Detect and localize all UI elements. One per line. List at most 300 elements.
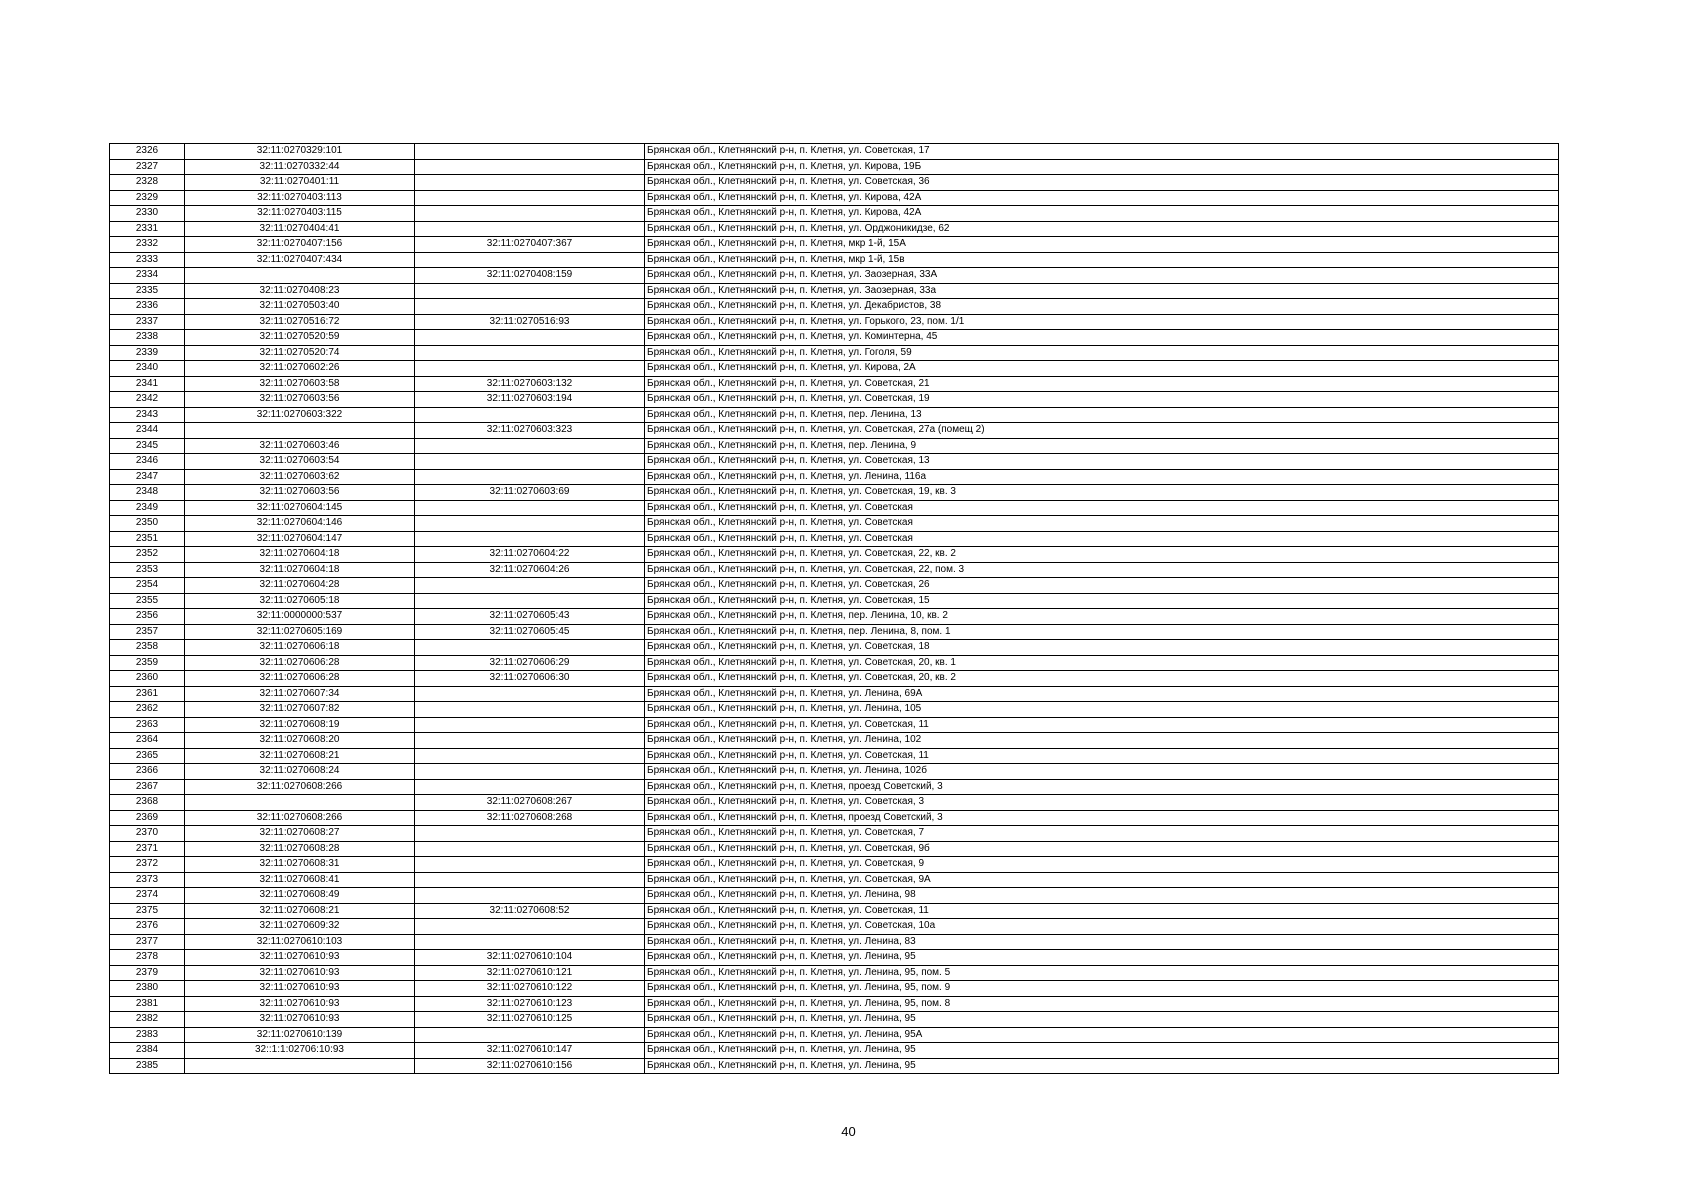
related-cadastral-number-cell: [415, 702, 645, 718]
table-row: [110, 562, 1559, 578]
related-cadastral-number-cell: [415, 764, 645, 780]
row-number-cell: 2335: [110, 283, 185, 299]
related-cadastral-number-cell: 32:11:0270605:43: [415, 609, 645, 625]
table-row: [110, 299, 1559, 315]
table-row: [110, 392, 1559, 408]
related-cadastral-number-cell: [415, 345, 645, 361]
row-number-cell: 2362: [110, 702, 185, 718]
row-number-cell: 2363: [110, 717, 185, 733]
address-cell: Брянская обл., Клетнянский р-н, п. Клетня, ул. Советская, 19, кв. 3: [645, 485, 1559, 501]
cadastral-number-cell: 32:11:0270332:44: [185, 159, 415, 175]
cadastral-number-cell: [185, 268, 415, 284]
row-number-cell: 2371: [110, 841, 185, 857]
table-row: [110, 1012, 1559, 1028]
table-row: [110, 872, 1559, 888]
address-cell: Брянская обл., Клетнянский р-н, п. Клетня, ул. Ленина, 102б: [645, 764, 1559, 780]
table-row: [110, 686, 1559, 702]
address-cell: Брянская обл., Клетнянский р-н, п. Клетня, ул. Ленина, 95: [645, 950, 1559, 966]
row-number-cell: 2326: [110, 144, 185, 160]
table-row: [110, 1027, 1559, 1043]
cadastral-number-cell: 32:11:0270604:18: [185, 562, 415, 578]
table-row: [110, 361, 1559, 377]
row-number-cell: 2376: [110, 919, 185, 935]
cadastral-number-cell: 32:11:0270603:322: [185, 407, 415, 423]
row-number-cell: 2345: [110, 438, 185, 454]
related-cadastral-number-cell: [415, 175, 645, 191]
row-number-cell: 2342: [110, 392, 185, 408]
cadastral-number-cell: 32:11:0270603:46: [185, 438, 415, 454]
row-number-cell: 2378: [110, 950, 185, 966]
address-cell: Брянская обл., Клетнянский р-н, п. Клетня, ул. Ленина, 95: [645, 1012, 1559, 1028]
address-cell: Брянская обл., Клетнянский р-н, п. Клетня, ул. Декабристов, 38: [645, 299, 1559, 315]
address-cell: Брянская обл., Клетнянский р-н, п. Клетня, ул. Советская: [645, 500, 1559, 516]
table-row: [110, 221, 1559, 237]
address-cell: Брянская обл., Клетнянский р-н, п. Клетня, ул. Гоголя, 59: [645, 345, 1559, 361]
row-number-cell: 2349: [110, 500, 185, 516]
row-number-cell: 2360: [110, 671, 185, 687]
related-cadastral-number-cell: [415, 919, 645, 935]
cadastral-number-cell: 32:11:0270606:18: [185, 640, 415, 656]
row-number-cell: 2381: [110, 996, 185, 1012]
table-row: [110, 268, 1559, 284]
address-cell: Брянская обл., Клетнянский р-н, п. Клетня, ул. Советская, 9А: [645, 872, 1559, 888]
row-number-cell: 2377: [110, 934, 185, 950]
related-cadastral-number-cell: [415, 438, 645, 454]
row-number-cell: 2348: [110, 485, 185, 501]
table-row: [110, 593, 1559, 609]
related-cadastral-number-cell: [415, 686, 645, 702]
cadastral-number-cell: 32:11:0270603:58: [185, 376, 415, 392]
table-row: [110, 578, 1559, 594]
row-number-cell: 2367: [110, 779, 185, 795]
cadastral-number-cell: [185, 423, 415, 439]
row-number-cell: 2384: [110, 1043, 185, 1059]
property-table: [109, 143, 1559, 1074]
address-cell: Брянская обл., Клетнянский р-н, п. Клетня, ул. Ленина, 105: [645, 702, 1559, 718]
cadastral-number-cell: 32:11:0270606:28: [185, 655, 415, 671]
table-row: [110, 407, 1559, 423]
address-cell: Брянская обл., Клетнянский р-н, п. Клетня, проезд Советский, 3: [645, 810, 1559, 826]
row-number-cell: 2329: [110, 190, 185, 206]
table-row: [110, 919, 1559, 935]
row-number-cell: 2340: [110, 361, 185, 377]
table-row: [110, 190, 1559, 206]
address-cell: Брянская обл., Клетнянский р-н, п. Клетня, ул. Ленина, 69А: [645, 686, 1559, 702]
address-cell: Брянская обл., Клетнянский р-н, п. Клетня, ул. Орджоникидзе, 62: [645, 221, 1559, 237]
row-number-cell: 2353: [110, 562, 185, 578]
cadastral-number-cell: 32:11:0270603:62: [185, 469, 415, 485]
cadastral-number-cell: 32:11:0270520:59: [185, 330, 415, 346]
table-row: [110, 981, 1559, 997]
row-number-cell: 2341: [110, 376, 185, 392]
address-cell: Брянская обл., Клетнянский р-н, п. Клетня, пер. Ленина, 8, пом. 1: [645, 624, 1559, 640]
related-cadastral-number-cell: 32:11:0270610:147: [415, 1043, 645, 1059]
cadastral-number-cell: [185, 795, 415, 811]
cadastral-number-cell: 32:11:0270605:18: [185, 593, 415, 609]
address-cell: Брянская обл., Клетнянский р-н, п. Клетня, ул. Кирова, 42А: [645, 206, 1559, 222]
row-number-cell: 2336: [110, 299, 185, 315]
cadastral-number-cell: 32:11:0270602:26: [185, 361, 415, 377]
address-cell: Брянская обл., Клетнянский р-н, п. Клетня, ул. Советская, 11: [645, 903, 1559, 919]
cadastral-number-cell: 32:11:0270608:21: [185, 748, 415, 764]
related-cadastral-number-cell: 32:11:0270605:45: [415, 624, 645, 640]
related-cadastral-number-cell: 32:11:0270610:156: [415, 1058, 645, 1074]
table-row: [110, 671, 1559, 687]
table-row: [110, 702, 1559, 718]
related-cadastral-number-cell: [415, 748, 645, 764]
related-cadastral-number-cell: [415, 454, 645, 470]
related-cadastral-number-cell: 32:11:0270608:267: [415, 795, 645, 811]
related-cadastral-number-cell: [415, 330, 645, 346]
related-cadastral-number-cell: 32:11:0270610:104: [415, 950, 645, 966]
cadastral-number-cell: 32:11:0270607:34: [185, 686, 415, 702]
address-cell: Брянская обл., Клетнянский р-н, п. Клетня, ул. Заозерная, 33А: [645, 268, 1559, 284]
table-row: [110, 996, 1559, 1012]
cadastral-number-cell: 32:11:0270408:23: [185, 283, 415, 299]
address-cell: Брянская обл., Клетнянский р-н, п. Клетня, ул. Советская, 7: [645, 826, 1559, 842]
related-cadastral-number-cell: [415, 531, 645, 547]
cadastral-number-cell: 32:11:0270607:82: [185, 702, 415, 718]
cadastral-number-cell: 32:11:0270520:74: [185, 345, 415, 361]
related-cadastral-number-cell: [415, 516, 645, 532]
table-row: [110, 144, 1559, 160]
row-number-cell: 2359: [110, 655, 185, 671]
address-cell: Брянская обл., Клетнянский р-н, п. Клетня, пер. Ленина, 13: [645, 407, 1559, 423]
table-row: [110, 500, 1559, 516]
address-cell: Брянская обл., Клетнянский р-н, п. Клетня, ул. Коминтерна, 45: [645, 330, 1559, 346]
row-number-cell: 2347: [110, 469, 185, 485]
related-cadastral-number-cell: 32:11:0270516:93: [415, 314, 645, 330]
related-cadastral-number-cell: [415, 361, 645, 377]
table-row: [110, 438, 1559, 454]
address-cell: Брянская обл., Клетнянский р-н, п. Клетня, пер. Ленина, 9: [645, 438, 1559, 454]
related-cadastral-number-cell: [415, 206, 645, 222]
related-cadastral-number-cell: 32:11:0270603:194: [415, 392, 645, 408]
related-cadastral-number-cell: [415, 1027, 645, 1043]
address-cell: Брянская обл., Клетнянский р-н, п. Клетня, ул. Советская, 11: [645, 717, 1559, 733]
table-body: [110, 144, 1559, 1074]
cadastral-number-cell: 32:11:0270608:24: [185, 764, 415, 780]
cadastral-number-cell: 32:11:0270404:41: [185, 221, 415, 237]
related-cadastral-number-cell: [415, 593, 645, 609]
address-cell: Брянская обл., Клетнянский р-н, п. Клетня, ул. Советская, 21: [645, 376, 1559, 392]
cadastral-number-cell: 32:11:0270407:434: [185, 252, 415, 268]
table-row: [110, 531, 1559, 547]
cadastral-number-cell: 32:11:0270603:56: [185, 392, 415, 408]
address-cell: Брянская обл., Клетнянский р-н, п. Клетня, ул. Советская: [645, 531, 1559, 547]
row-number-cell: 2332: [110, 237, 185, 253]
table-row: [110, 903, 1559, 919]
related-cadastral-number-cell: [415, 779, 645, 795]
row-number-cell: 2356: [110, 609, 185, 625]
cadastral-number-cell: 32:11:0270610:93: [185, 1012, 415, 1028]
row-number-cell: 2375: [110, 903, 185, 919]
row-number-cell: 2328: [110, 175, 185, 191]
cadastral-number-cell: 32:11:0000000:537: [185, 609, 415, 625]
table-row: [110, 640, 1559, 656]
table-row: [110, 314, 1559, 330]
related-cadastral-number-cell: [415, 221, 645, 237]
address-cell: Брянская обл., Клетнянский р-н, п. Клетня, ул. Советская, 9: [645, 857, 1559, 873]
cadastral-number-cell: 32:11:0270604:28: [185, 578, 415, 594]
row-number-cell: 2372: [110, 857, 185, 873]
row-number-cell: 2364: [110, 733, 185, 749]
address-cell: Брянская обл., Клетнянский р-н, п. Клетня, ул. Советская, 15: [645, 593, 1559, 609]
related-cadastral-number-cell: [415, 733, 645, 749]
row-number-cell: 2369: [110, 810, 185, 826]
cadastral-number-cell: 32:11:0270608:49: [185, 888, 415, 904]
row-number-cell: 2352: [110, 547, 185, 563]
row-number-cell: 2380: [110, 981, 185, 997]
related-cadastral-number-cell: 32:11:0270610:121: [415, 965, 645, 981]
address-cell: Брянская обл., Клетнянский р-н, п. Клетня, ул. Ленина, 95, пом. 9: [645, 981, 1559, 997]
table-row: [110, 764, 1559, 780]
cadastral-number-cell: 32:11:0270610:93: [185, 996, 415, 1012]
table-row: [110, 283, 1559, 299]
table-row: [110, 655, 1559, 671]
related-cadastral-number-cell: [415, 841, 645, 857]
related-cadastral-number-cell: [415, 283, 645, 299]
cadastral-number-cell: 32:11:0270604:18: [185, 547, 415, 563]
address-cell: Брянская обл., Клетнянский р-н, п. Клетня, ул. Ленина, 95: [645, 1058, 1559, 1074]
address-cell: Брянская обл., Клетнянский р-н, п. Клетня, ул. Кирова, 2А: [645, 361, 1559, 377]
address-cell: Брянская обл., Клетнянский р-н, п. Клетня, ул. Ленина, 95, пом. 5: [645, 965, 1559, 981]
table-row: [110, 748, 1559, 764]
address-cell: Брянская обл., Клетнянский р-н, п. Клетня, ул. Горького, 23, пом. 1/1: [645, 314, 1559, 330]
table-row: [110, 733, 1559, 749]
cadastral-number-cell: 32:11:0270608:266: [185, 779, 415, 795]
row-number-cell: 2334: [110, 268, 185, 284]
table-row: [110, 1058, 1559, 1074]
cadastral-number-cell: 32:11:0270516:72: [185, 314, 415, 330]
cadastral-number-cell: 32:11:0270603:54: [185, 454, 415, 470]
related-cadastral-number-cell: 32:11:0270608:52: [415, 903, 645, 919]
row-number-cell: 2351: [110, 531, 185, 547]
cadastral-number-cell: 32:11:0270608:31: [185, 857, 415, 873]
table-row: [110, 934, 1559, 950]
address-cell: Брянская обл., Клетнянский р-н, п. Клетня, ул. Советская, 36: [645, 175, 1559, 191]
row-number-cell: 2365: [110, 748, 185, 764]
cadastral-number-cell: 32:11:0270609:32: [185, 919, 415, 935]
related-cadastral-number-cell: 32:11:0270604:22: [415, 547, 645, 563]
row-number-cell: 2373: [110, 872, 185, 888]
table-row: [110, 454, 1559, 470]
table-row: [110, 965, 1559, 981]
address-cell: Брянская обл., Клетнянский р-н, п. Клетня, проезд Советский, 3: [645, 779, 1559, 795]
cadastral-number-cell: 32:11:0270407:156: [185, 237, 415, 253]
table-row: [110, 857, 1559, 873]
cadastral-number-cell: [185, 1058, 415, 1074]
row-number-cell: 2355: [110, 593, 185, 609]
related-cadastral-number-cell: 32:11:0270604:26: [415, 562, 645, 578]
related-cadastral-number-cell: [415, 934, 645, 950]
address-cell: Брянская обл., Клетнянский р-н, п. Клетня, ул. Ленина, 83: [645, 934, 1559, 950]
related-cadastral-number-cell: 32:11:0270610:122: [415, 981, 645, 997]
related-cadastral-number-cell: [415, 857, 645, 873]
address-cell: Брянская обл., Клетнянский р-н, п. Клетня, ул. Советская, 27а (помещ 2): [645, 423, 1559, 439]
row-number-cell: 2331: [110, 221, 185, 237]
related-cadastral-number-cell: [415, 578, 645, 594]
address-cell: Брянская обл., Клетнянский р-н, п. Клетня, ул. Ленина, 95А: [645, 1027, 1559, 1043]
row-number-cell: 2382: [110, 1012, 185, 1028]
cadastral-number-cell: 32:11:0270610:139: [185, 1027, 415, 1043]
row-number-cell: 2350: [110, 516, 185, 532]
row-number-cell: 2354: [110, 578, 185, 594]
related-cadastral-number-cell: 32:11:0270608:268: [415, 810, 645, 826]
address-cell: Брянская обл., Клетнянский р-н, п. Клетня, ул. Советская, 9б: [645, 841, 1559, 857]
address-cell: Брянская обл., Клетнянский р-н, п. Клетня, мкр 1-й, 15А: [645, 237, 1559, 253]
table-row: [110, 423, 1559, 439]
related-cadastral-number-cell: 32:11:0270606:30: [415, 671, 645, 687]
address-cell: Брянская обл., Клетнянский р-н, п. Клетня, ул. Советская, 10а: [645, 919, 1559, 935]
table-row: [110, 175, 1559, 191]
address-cell: Брянская обл., Клетнянский р-н, п. Клетня, ул. Советская, 22, кв. 2: [645, 547, 1559, 563]
related-cadastral-number-cell: 32:11:0270606:29: [415, 655, 645, 671]
table-row: [110, 547, 1559, 563]
row-number-cell: 2368: [110, 795, 185, 811]
cadastral-number-cell: 32:11:0270604:147: [185, 531, 415, 547]
cadastral-number-cell: 32:11:0270605:169: [185, 624, 415, 640]
table-row: [110, 376, 1559, 392]
table-row: [110, 888, 1559, 904]
address-cell: Брянская обл., Клетнянский р-н, п. Клетня, ул. Ленина, 98: [645, 888, 1559, 904]
cadastral-number-cell: 32:11:0270608:28: [185, 841, 415, 857]
cadastral-number-cell: 32:11:0270610:93: [185, 950, 415, 966]
cadastral-number-cell: 32:11:0270603:56: [185, 485, 415, 501]
table-row: [110, 330, 1559, 346]
cadastral-number-cell: 32:11:0270610:103: [185, 934, 415, 950]
address-cell: Брянская обл., Клетнянский р-н, п. Клетня, ул. Ленина, 95, пом. 8: [645, 996, 1559, 1012]
cadastral-number-cell: 32:11:0270608:20: [185, 733, 415, 749]
cadastral-number-cell: 32:11:0270401:11: [185, 175, 415, 191]
table-row: [110, 609, 1559, 625]
address-cell: Брянская обл., Клетнянский р-н, п. Клетня, ул. Кирова, 42А: [645, 190, 1559, 206]
related-cadastral-number-cell: 32:11:0270603:323: [415, 423, 645, 439]
address-cell: Брянская обл., Клетнянский р-н, п. Клетня, ул. Советская: [645, 516, 1559, 532]
related-cadastral-number-cell: 32:11:0270407:367: [415, 237, 645, 253]
row-number-cell: 2339: [110, 345, 185, 361]
row-number-cell: 2333: [110, 252, 185, 268]
cadastral-number-cell: 32:11:0270403:113: [185, 190, 415, 206]
related-cadastral-number-cell: [415, 190, 645, 206]
cadastral-number-cell: 32:11:0270610:93: [185, 965, 415, 981]
table-row: [110, 717, 1559, 733]
row-number-cell: 2385: [110, 1058, 185, 1074]
table-row: [110, 950, 1559, 966]
related-cadastral-number-cell: [415, 144, 645, 160]
page-number: 40: [841, 1124, 856, 1139]
address-cell: Брянская обл., Клетнянский р-н, п. Клетня, ул. Ленина, 102: [645, 733, 1559, 749]
cadastral-number-cell: 32:11:0270503:40: [185, 299, 415, 315]
cadastral-number-cell: 32:11:0270608:41: [185, 872, 415, 888]
address-cell: Брянская обл., Клетнянский р-н, п. Клетня, ул. Советская, 20, кв. 1: [645, 655, 1559, 671]
address-cell: Брянская обл., Клетнянский р-н, п. Клетня, мкр 1-й, 15в: [645, 252, 1559, 268]
related-cadastral-number-cell: [415, 640, 645, 656]
table-row: [110, 795, 1559, 811]
related-cadastral-number-cell: [415, 500, 645, 516]
table-row: [110, 810, 1559, 826]
related-cadastral-number-cell: [415, 469, 645, 485]
cadastral-number-cell: 32::1:1:02706:10:93: [185, 1043, 415, 1059]
cadastral-number-cell: 32:11:0270329:101: [185, 144, 415, 160]
table-row: [110, 345, 1559, 361]
cadastral-number-cell: 32:11:0270608:266: [185, 810, 415, 826]
related-cadastral-number-cell: 32:11:0270603:132: [415, 376, 645, 392]
table-row: [110, 159, 1559, 175]
address-cell: Брянская обл., Клетнянский р-н, п. Клетня, ул. Советская, 26: [645, 578, 1559, 594]
row-number-cell: 2361: [110, 686, 185, 702]
address-cell: Брянская обл., Клетнянский р-н, п. Клетня, ул. Советская, 17: [645, 144, 1559, 160]
row-number-cell: 2358: [110, 640, 185, 656]
cadastral-number-cell: 32:11:0270608:27: [185, 826, 415, 842]
row-number-cell: 2346: [110, 454, 185, 470]
address-cell: Брянская обл., Клетнянский р-н, п. Клетня, ул. Заозерная, 33а: [645, 283, 1559, 299]
table-row: [110, 779, 1559, 795]
row-number-cell: 2343: [110, 407, 185, 423]
related-cadastral-number-cell: 32:11:0270408:159: [415, 268, 645, 284]
related-cadastral-number-cell: 32:11:0270603:69: [415, 485, 645, 501]
cadastral-number-cell: 32:11:0270606:28: [185, 671, 415, 687]
row-number-cell: 2344: [110, 423, 185, 439]
table-row: [110, 252, 1559, 268]
row-number-cell: 2338: [110, 330, 185, 346]
related-cadastral-number-cell: [415, 407, 645, 423]
related-cadastral-number-cell: [415, 888, 645, 904]
cadastral-number-cell: 32:11:0270604:146: [185, 516, 415, 532]
row-number-cell: 2337: [110, 314, 185, 330]
table-row: [110, 485, 1559, 501]
cadastral-number-cell: 32:11:0270604:145: [185, 500, 415, 516]
cadastral-number-cell: 32:11:0270403:115: [185, 206, 415, 222]
related-cadastral-number-cell: [415, 872, 645, 888]
address-cell: Брянская обл., Клетнянский р-н, п. Клетня, ул. Советская, 19: [645, 392, 1559, 408]
address-cell: Брянская обл., Клетнянский р-н, п. Клетня, ул. Советская, 20, кв. 2: [645, 671, 1559, 687]
address-cell: Брянская обл., Клетнянский р-н, п. Клетня, ул. Советская, 3: [645, 795, 1559, 811]
row-number-cell: 2366: [110, 764, 185, 780]
related-cadastral-number-cell: [415, 717, 645, 733]
table-row: [110, 826, 1559, 842]
related-cadastral-number-cell: 32:11:0270610:123: [415, 996, 645, 1012]
row-number-cell: 2379: [110, 965, 185, 981]
row-number-cell: 2374: [110, 888, 185, 904]
address-cell: Брянская обл., Клетнянский р-н, п. Клетня, ул. Кирова, 19Б: [645, 159, 1559, 175]
address-cell: Брянская обл., Клетнянский р-н, п. Клетня, ул. Советская, 11: [645, 748, 1559, 764]
cadastral-number-cell: 32:11:0270608:19: [185, 717, 415, 733]
row-number-cell: 2330: [110, 206, 185, 222]
address-cell: Брянская обл., Клетнянский р-н, п. Клетня, ул. Советская, 18: [645, 640, 1559, 656]
address-cell: Брянская обл., Клетнянский р-н, п. Клетня, пер. Ленина, 10, кв. 2: [645, 609, 1559, 625]
related-cadastral-number-cell: 32:11:0270610:125: [415, 1012, 645, 1028]
table-row: [110, 206, 1559, 222]
cadastral-number-cell: 32:11:0270610:93: [185, 981, 415, 997]
row-number-cell: 2383: [110, 1027, 185, 1043]
row-number-cell: 2327: [110, 159, 185, 175]
related-cadastral-number-cell: [415, 159, 645, 175]
table-row: [110, 469, 1559, 485]
row-number-cell: 2370: [110, 826, 185, 842]
related-cadastral-number-cell: [415, 299, 645, 315]
row-number-cell: 2357: [110, 624, 185, 640]
table-row: [110, 237, 1559, 253]
table-row: [110, 516, 1559, 532]
address-cell: Брянская обл., Клетнянский р-н, п. Клетня, ул. Советская, 22, пом. 3: [645, 562, 1559, 578]
related-cadastral-number-cell: [415, 252, 645, 268]
table-row: [110, 841, 1559, 857]
table-row: [110, 624, 1559, 640]
address-cell: Брянская обл., Клетнянский р-н, п. Клетня, ул. Ленина, 95: [645, 1043, 1559, 1059]
address-cell: Брянская обл., Клетнянский р-н, п. Клетня, ул. Ленина, 116а: [645, 469, 1559, 485]
cadastral-number-cell: 32:11:0270608:21: [185, 903, 415, 919]
